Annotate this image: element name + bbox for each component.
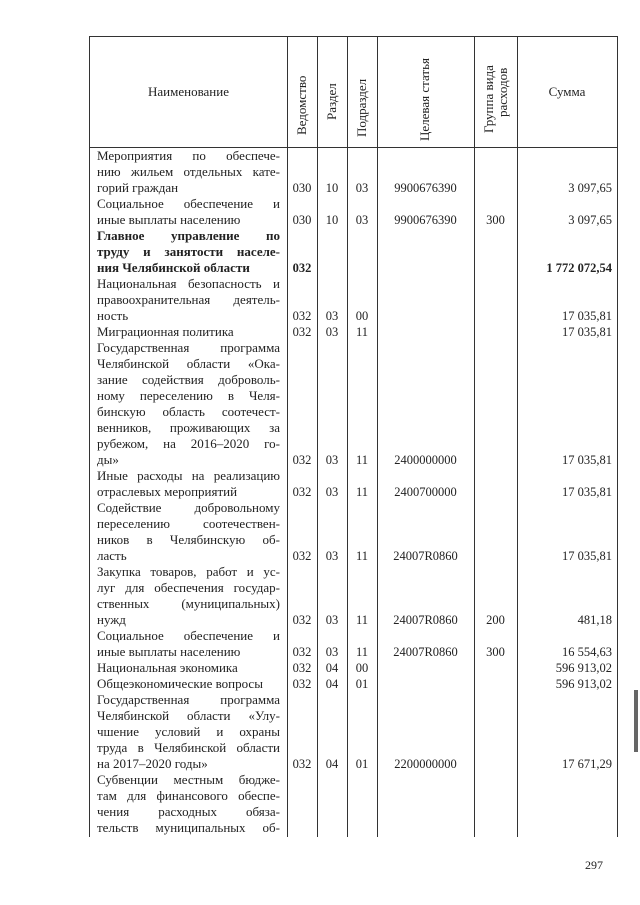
row-podrazdel: 11	[355, 645, 369, 659]
row-razdel: 03	[325, 309, 339, 323]
row-celevaya: 2400700000	[394, 485, 457, 499]
col-divider	[517, 37, 518, 837]
row-summa: 17 035,81	[562, 309, 612, 323]
row-summa: 17 035,81	[562, 549, 612, 563]
row-podrazdel: 11	[355, 485, 369, 499]
row-name-line: ния Челябинской области	[97, 260, 250, 275]
row-razdel: 03	[325, 645, 339, 659]
row-name-line: нужд	[97, 612, 126, 627]
row-name-line: Закупка товаров, работ и ус-	[97, 564, 280, 579]
row-name-line: луг для обеспечения государ-	[97, 580, 280, 595]
row-summa: 596 913,02	[555, 661, 612, 675]
row-name-line: ственных (муниципальных)	[97, 596, 280, 611]
row-ved: 032	[292, 613, 312, 627]
row-podrazdel: 11	[355, 453, 369, 467]
row-name-line: нию жильем отдельных кате-	[97, 164, 280, 179]
row-podrazdel: 03	[355, 213, 369, 227]
row-name-line: Государственная программа	[97, 692, 280, 707]
row-celevaya: 9900676390	[394, 181, 457, 195]
row-name-line: Мероприятия по обеспече-	[97, 148, 280, 163]
row-summa: 17 671,29	[562, 757, 612, 771]
row-razdel: 10	[325, 181, 339, 195]
row-razdel: 04	[325, 757, 339, 771]
row-razdel: 03	[325, 325, 339, 339]
row-ved: 032	[292, 485, 312, 499]
row-summa: 17 035,81	[562, 453, 612, 467]
row-ved: 032	[292, 661, 312, 675]
row-name-line: иные выплаты населению	[97, 212, 241, 227]
row-podrazdel: 11	[355, 549, 369, 563]
row-name-line: Субвенции местным бюдже-	[97, 772, 280, 787]
row-name-line: правоохранительная деятель-	[97, 292, 280, 307]
row-celevaya: 24007R0860	[393, 645, 458, 659]
row-summa: 481,18	[577, 613, 612, 627]
row-ved: 032	[292, 325, 312, 339]
row-podrazdel: 11	[355, 325, 369, 339]
row-name-line: отраслевых мероприятий	[97, 484, 238, 499]
row-ved: 032	[292, 677, 312, 691]
row-name-line: ды»	[97, 452, 119, 467]
row-name-line: Национальная экономика	[97, 660, 238, 675]
col-divider	[347, 37, 348, 837]
row-name-line: Миграционная политика	[97, 324, 234, 339]
col-divider	[474, 37, 475, 837]
header-summa: Сумма	[548, 84, 586, 99]
row-name-line: горий граждан	[97, 180, 179, 195]
row-ved: 032	[292, 757, 312, 771]
row-name-line: тельств муниципальных об-	[97, 820, 280, 835]
row-name-line: Содействие добровольному	[97, 500, 280, 515]
row-celevaya: 24007R0860	[393, 549, 458, 563]
col-divider	[287, 37, 288, 837]
budget-table	[89, 36, 618, 837]
row-name-line: на 2017–2020 годы»	[97, 756, 208, 771]
header-name: Наименование	[148, 84, 229, 99]
row-ved: 032	[292, 453, 312, 467]
row-name-line: рубежом, на 2016–2020 го-	[97, 436, 280, 451]
row-name-line: труда в Челябинской области	[97, 740, 280, 755]
row-podrazdel: 01	[355, 757, 369, 771]
header-gruppa-line1: Группа вида	[481, 65, 496, 133]
row-name-line: Челябинской области «Ока-	[97, 356, 280, 371]
row-summa: 17 035,81	[562, 325, 612, 339]
row-ved: 032	[292, 549, 312, 563]
row-gruppa: 300	[486, 645, 505, 659]
row-name-line: иные выплаты населению	[97, 644, 241, 659]
scan-edge-mark	[634, 690, 638, 752]
row-summa: 17 035,81	[562, 485, 612, 499]
col-divider	[317, 37, 318, 837]
row-name-line: Социальное обеспечение и	[97, 196, 280, 211]
row-razdel: 03	[325, 453, 339, 467]
row-name-line: Иные расходы на реализацию	[97, 468, 280, 483]
row-ved: 032	[292, 261, 312, 275]
row-podrazdel: 01	[355, 677, 369, 691]
header-celevaya: Целевая статья	[417, 57, 432, 141]
col-divider	[377, 37, 378, 837]
row-summa: 3 097,65	[568, 181, 612, 195]
row-name-line: Главное управление по	[97, 228, 280, 243]
row-razdel: 03	[325, 549, 339, 563]
row-name-line: ласть	[97, 548, 127, 563]
row-podrazdel: 11	[355, 613, 369, 627]
row-celevaya: 9900676390	[394, 213, 457, 227]
header-ved: Ведомство	[294, 75, 309, 135]
row-name-line: Общеэкономические вопросы	[97, 676, 263, 691]
row-name-line: переселению соотечествен-	[97, 516, 280, 531]
header-gruppa-line2: расходов	[495, 67, 510, 117]
row-razdel: 04	[325, 661, 339, 675]
row-name-line: Государственная программа	[97, 340, 280, 355]
row-name-line: труду и занятости населе-	[97, 244, 280, 259]
row-summa: 1 772 072,54	[546, 261, 612, 275]
row-gruppa: 200	[486, 613, 505, 627]
row-name-line: Социальное обеспечение и	[97, 628, 280, 643]
row-name-line: венников, проживающих за	[97, 420, 280, 435]
page-number: 297	[585, 858, 603, 872]
row-celevaya: 2200000000	[394, 757, 457, 771]
row-name-line: ному переселению в Челя-	[97, 388, 280, 403]
row-summa: 3 097,65	[568, 213, 612, 227]
row-name-line: там для финансового обеспе-	[97, 788, 280, 803]
header-podrazdel: Подраздел	[354, 78, 369, 137]
row-name-line: ность	[97, 308, 129, 323]
row-razdel: 10	[325, 213, 339, 227]
row-summa: 596 913,02	[555, 677, 612, 691]
row-ved: 032	[292, 309, 312, 323]
row-gruppa: 300	[486, 213, 505, 227]
row-razdel: 03	[325, 485, 339, 499]
row-razdel: 03	[325, 613, 339, 627]
row-name-line: Челябинской области «Улу-	[97, 708, 280, 723]
row-summa: 16 554,63	[562, 645, 612, 659]
row-ved: 030	[292, 213, 312, 227]
row-podrazdel: 00	[355, 309, 369, 323]
row-celevaya: 24007R0860	[393, 613, 458, 627]
row-celevaya: 2400000000	[394, 453, 457, 467]
row-name-line: бинскую область соотечест-	[97, 404, 280, 419]
row-podrazdel: 03	[355, 181, 369, 195]
row-name-line: чения расходных обяза-	[97, 804, 280, 819]
row-name-line: Национальная безопасность и	[97, 276, 280, 291]
row-ved: 030	[292, 181, 312, 195]
row-name-line: чшение условий и охраны	[97, 724, 280, 739]
row-name-line: зание содействия доброволь-	[97, 372, 280, 387]
row-ved: 032	[292, 645, 312, 659]
header-razdel: Раздел	[324, 83, 339, 120]
row-razdel: 04	[325, 677, 339, 691]
row-podrazdel: 00	[355, 661, 369, 675]
row-name-line: ников в Челябинскую об-	[97, 532, 280, 547]
